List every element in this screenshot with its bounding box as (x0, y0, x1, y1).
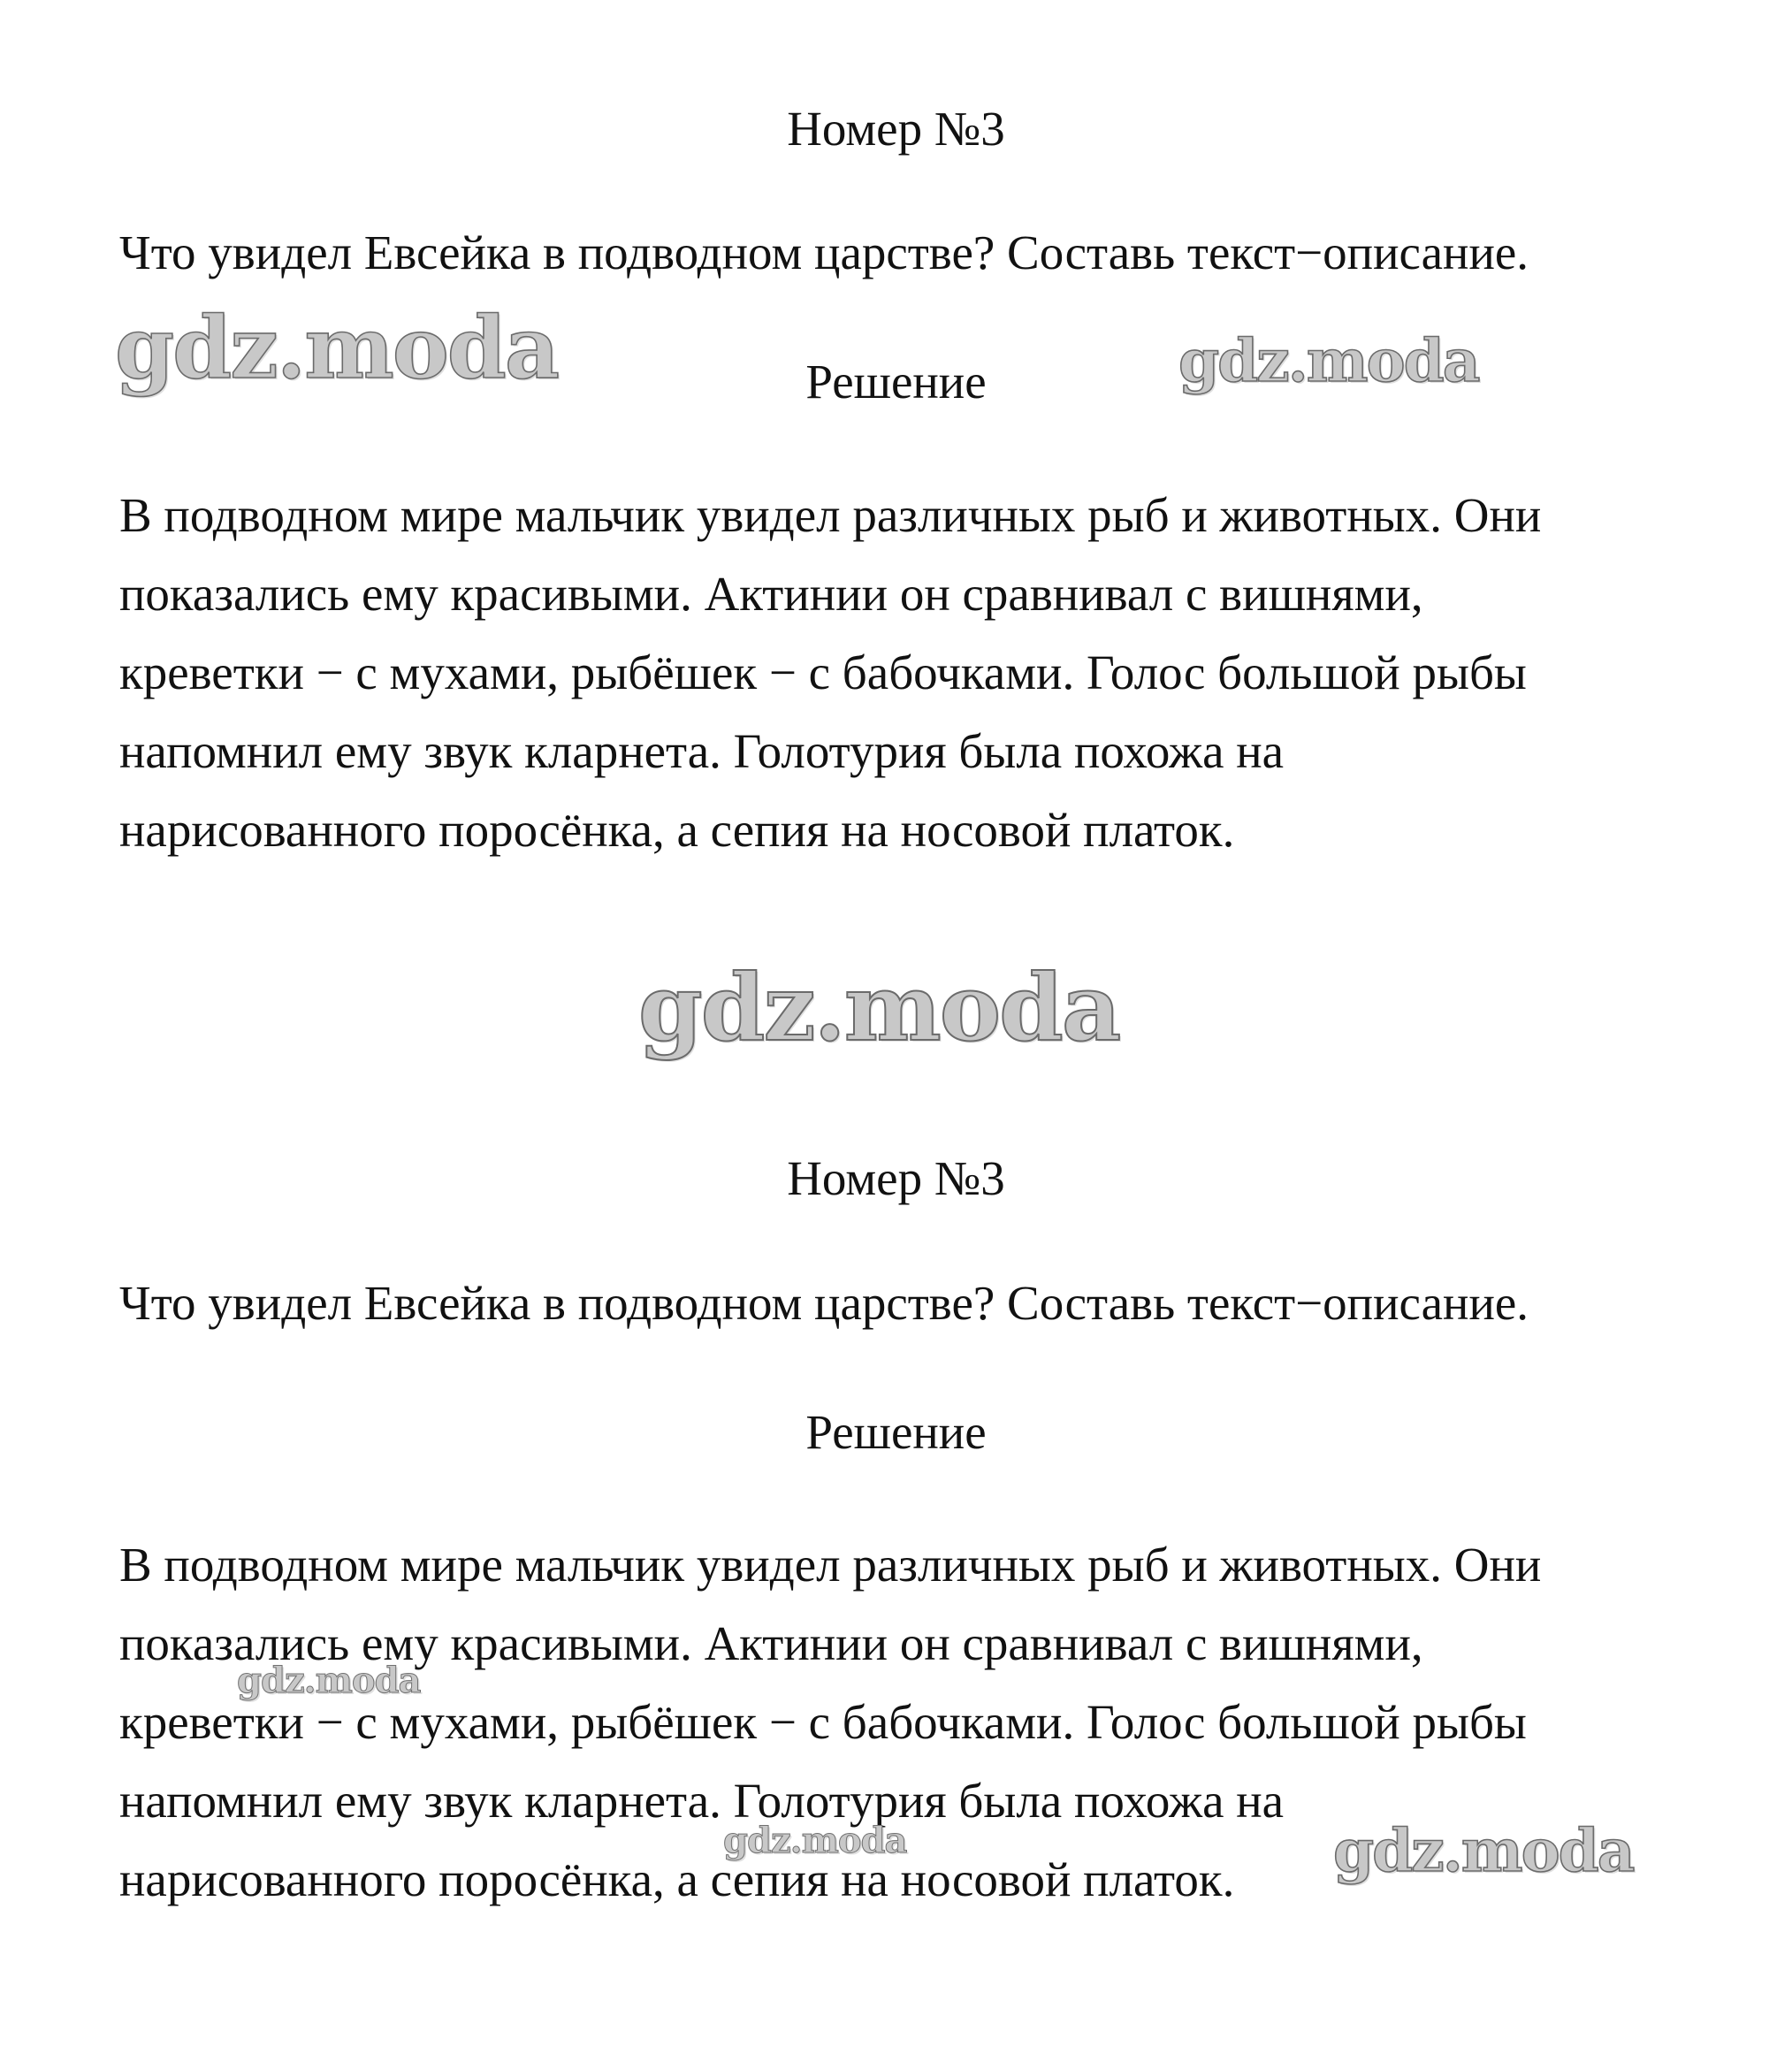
answer-line: В подводном мире мальчик увидел различных рыб и животных. Они (119, 1538, 1542, 1592)
task-question: Что увидел Евсейка в подводном царстве? Составь текст−описание. (119, 1276, 1529, 1330)
answer-line: В подводном мире мальчик увидел различных рыб и животных. Они (119, 488, 1542, 542)
answer-line: нарисованного поросёнка, а сепия на носовой платок. (119, 1852, 1235, 1906)
answer-line: показались ему красивыми. Актинии он сравнивал с вишнями, (119, 1616, 1423, 1670)
watermark: gdz.moda (723, 1820, 907, 1861)
answer-line: нарисованного поросёнка, а сепия на носовой платок. (119, 803, 1235, 857)
watermark: gdz.moda (638, 953, 1120, 1062)
watermark: gdz.moda (1178, 326, 1479, 395)
watermark: gdz.moda (115, 298, 559, 398)
solution-label: Решение (805, 1405, 987, 1459)
task-heading: Номер №3 (787, 1151, 1005, 1205)
watermark: gdz.moda (237, 1660, 421, 1701)
answer-line: креветки − с мухами, рыбёшек − с бабочками. Голос большой рыбы (119, 645, 1527, 699)
answer-line: напомнил ему звук кларнета. Голотурия была похожа на (119, 724, 1285, 778)
task-question: Что увидел Евсейка в подводном царстве? Составь текст−описание. (119, 225, 1529, 279)
watermark: gdz.moda (1333, 1816, 1634, 1885)
answer-text (119, 476, 1541, 869)
answer-line: креветки − с мухами, рыбёшек − с бабочками. Голос большой рыбы (119, 1695, 1527, 1749)
answer-line: напомнил ему звук кларнета. Голотурия была похожа на (119, 1774, 1285, 1828)
answer-line: показались ему красивыми. Актинии он сравнивал с вишнями, (119, 567, 1423, 621)
solution-label: Решение (805, 355, 987, 409)
task-heading: Номер №3 (787, 102, 1005, 156)
